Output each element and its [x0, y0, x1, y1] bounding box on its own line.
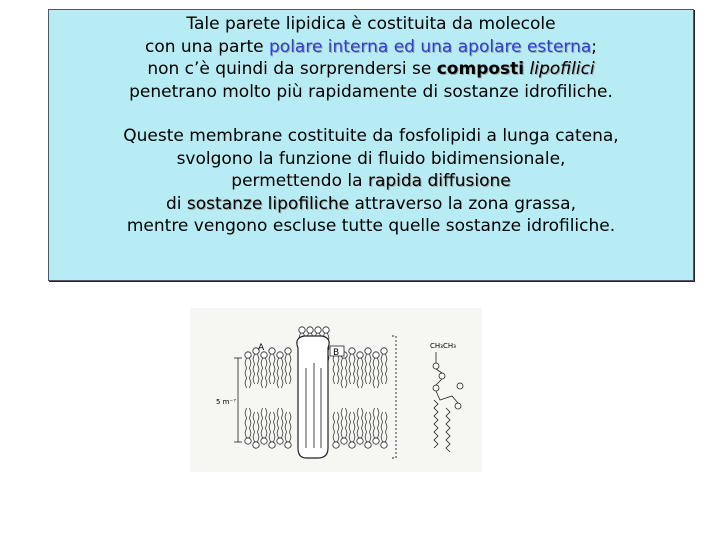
lipid-head [299, 327, 305, 333]
text-box [48, 9, 694, 281]
lipid-head [373, 352, 379, 358]
p2-line-4 [49, 193, 693, 216]
lipid-head [277, 352, 283, 358]
lipid-head [307, 327, 313, 333]
membrane-figure [190, 308, 482, 472]
lipid-head [253, 442, 259, 448]
highlight-composti: composti [436, 59, 525, 79]
lipid-head [261, 438, 267, 444]
lipid-head [373, 438, 379, 444]
lipid-head [365, 348, 371, 354]
lipid-head [315, 327, 321, 333]
lipid-head [333, 442, 339, 448]
label-a: A [258, 343, 265, 353]
p2-line-4-post: attraverso la zona grassa, [349, 193, 576, 214]
lipid-head [349, 348, 355, 354]
channel-protein [297, 336, 329, 458]
p2-line-2: svolgono la funzione di fluido bidimensionale, [176, 148, 566, 169]
lipid-head [365, 442, 371, 448]
phospholipid-bilayer-illustration [190, 308, 482, 472]
lipid-head [277, 438, 283, 444]
scale-label: 5 m⁻⁷ [216, 398, 236, 406]
lipid-head [357, 352, 363, 358]
lipid-head [357, 438, 363, 444]
lipid-head [381, 442, 387, 448]
p2-line-3-pre: permettendo la [231, 171, 368, 191]
paragraph-2 [49, 125, 693, 238]
highlight-polare-interna: polare interna ed una apolare esterna [269, 36, 592, 57]
lipid-head [349, 442, 355, 448]
p1-line-3-pre: non c’è quindi da sorprendersi se [147, 59, 437, 79]
p1-line-2-pre: con una parte [144, 36, 269, 57]
lipid-head [245, 352, 251, 358]
lipid-head [341, 438, 347, 444]
lipid-head [245, 438, 251, 444]
p1-line-3 [49, 58, 693, 81]
p2-line-3 [49, 170, 693, 193]
highlight-rapida-diffusione: rapida diffusione [367, 171, 511, 191]
lipid-head [323, 327, 329, 333]
p1-line-2-post: ; [591, 36, 598, 57]
label-b: B [333, 348, 340, 358]
p2-line-5: mentre vengono escluse tutte quelle sostanze idrofiliche. [126, 216, 616, 236]
p1-line-4: penetrano molto più rapidamente di sostanze idrofiliche. [129, 81, 613, 102]
p2-line-1: Queste membrane costituite da fosfolipidi a lunga catena, [123, 126, 619, 146]
p1-line-2 [49, 36, 693, 59]
lipid-head [285, 348, 291, 354]
p1-line-1: Tale parete lipidica è costituita da molecole [186, 14, 556, 34]
lipid-head [269, 348, 275, 354]
lipid-head [285, 442, 291, 448]
p2-line-4-pre: di [166, 193, 187, 214]
highlight-lipofilici: lipofilici [529, 59, 595, 79]
lipid-head [381, 348, 387, 354]
chem-label: CH₃CH₃ [430, 342, 456, 350]
paragraph-1 [49, 13, 693, 103]
lipid-head [269, 442, 275, 448]
highlight-sostanze-lipofiliche: sostanze lipofiliche [186, 193, 350, 214]
